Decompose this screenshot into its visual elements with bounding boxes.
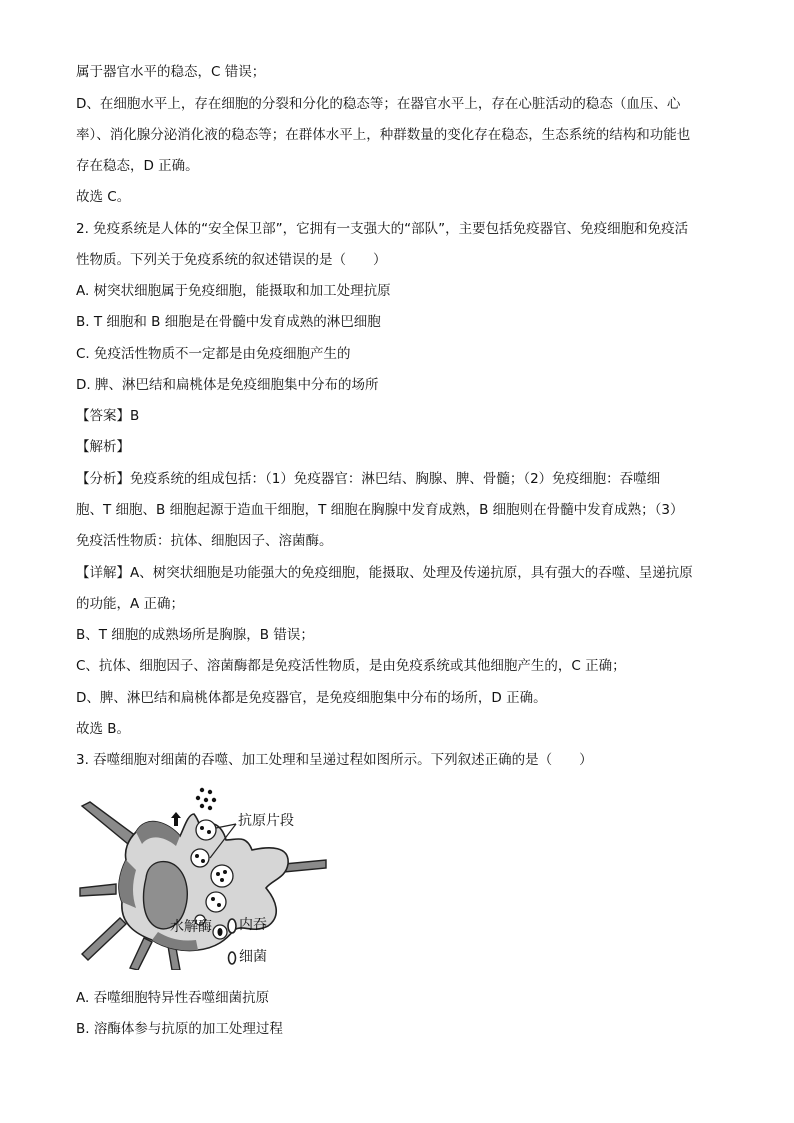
detail-text: C、抗体、细胞因子、溶菌酶都是免疫活性物质，是由免疫系统或其他细胞产生的，C 正确； [76, 658, 626, 674]
receptor-icon [171, 812, 181, 826]
label-hydrolase: 水解酶 [170, 919, 212, 935]
question-2-stem: 性物质。下列关于免疫系统的叙述错误的是（ ） [76, 252, 387, 268]
detail-text: D、脾、淋巴结和扁桃体都是免疫器官，是免疫细胞集中分布的场所，D 正确。 [76, 690, 547, 706]
option-d: D. 脾、淋巴结和扁桃体是免疫细胞集中分布的场所 [76, 377, 379, 393]
answer-heading: 【答案】B [76, 408, 140, 424]
question-3-stem: 3. 吞噬细胞对细菌的吞噬、加工处理和呈递过程如图所示。下列叙述正确的是（ ） [76, 752, 593, 768]
phagocyte-figure [76, 784, 416, 970]
option-c: C. 免疫活性物质不一定都是由免疫细胞产生的 [76, 346, 351, 362]
label-endocytosis: 内吞 [239, 917, 267, 933]
bacterium-icon [229, 952, 236, 964]
detail-text: 的功能，A 正确； [76, 596, 185, 612]
option-a: A. 树突状细胞属于免疫细胞，能摄取和加工处理抗原 [76, 283, 391, 299]
detail-text: 【详解】A、树突状细胞是功能强大的免疫细胞，能摄取、处理及传递抗原，具有强大的吞噬、呈递抗原 [76, 565, 693, 581]
analysis-text: 免疫活性物质：抗体、细胞因子、溶菌酶。 [76, 533, 333, 549]
analysis-text: 【分析】免疫系统的组成包括：（1）免疫器官：淋巴结、胸腺、脾、骨髓；（2）免疫细胞：吞噬细 [76, 471, 661, 487]
analysis-heading: 【解析】 [76, 439, 130, 455]
text-line: D、在细胞水平上，存在细胞的分裂和分化的稳态等；在器官水平上，存在心脏活动的稳态（血压、心 [76, 96, 681, 112]
detail-text: B、T 细胞的成熟场所是胸腺，B 错误； [76, 627, 314, 643]
label-bacteria: 细菌 [239, 949, 267, 965]
option-b: B. 溶酶体参与抗原的加工处理过程 [76, 1021, 283, 1037]
option-a: A. 吞噬细胞特异性吞噬细菌抗原 [76, 990, 270, 1006]
text-line: 存在稳态，D 正确。 [76, 158, 199, 174]
text-line: 率）、消化腺分泌消化液的稳态等；在群体水平上，种群数量的变化存在稳态，生态系统的结构和功能也 [76, 127, 691, 143]
text-line: 故选 C。 [76, 189, 131, 205]
label-antigen-fragment: 抗原片段 [238, 813, 294, 829]
antigen-fragment-dots [196, 788, 216, 810]
conclusion-text: 故选 B。 [76, 721, 131, 737]
option-b: B. T 细胞和 B 细胞是在骨髓中发育成熟的淋巴细胞 [76, 314, 381, 330]
question-2-stem: 2. 免疫系统是人体的“安全保卫部”，它拥有一支强大的“部队”，主要包括免疫器官、免疫细胞和免疫活 [76, 221, 689, 237]
analysis-text: 胞、T 细胞、B 细胞起源于造血干细胞，T 细胞在胸腺中发育成熟，B 细胞则在骨髓中发育成熟；（3） [76, 502, 684, 518]
bacterium-engulfed [228, 919, 236, 933]
text-line: 属于器官水平的稳态，C 错误； [76, 64, 266, 80]
